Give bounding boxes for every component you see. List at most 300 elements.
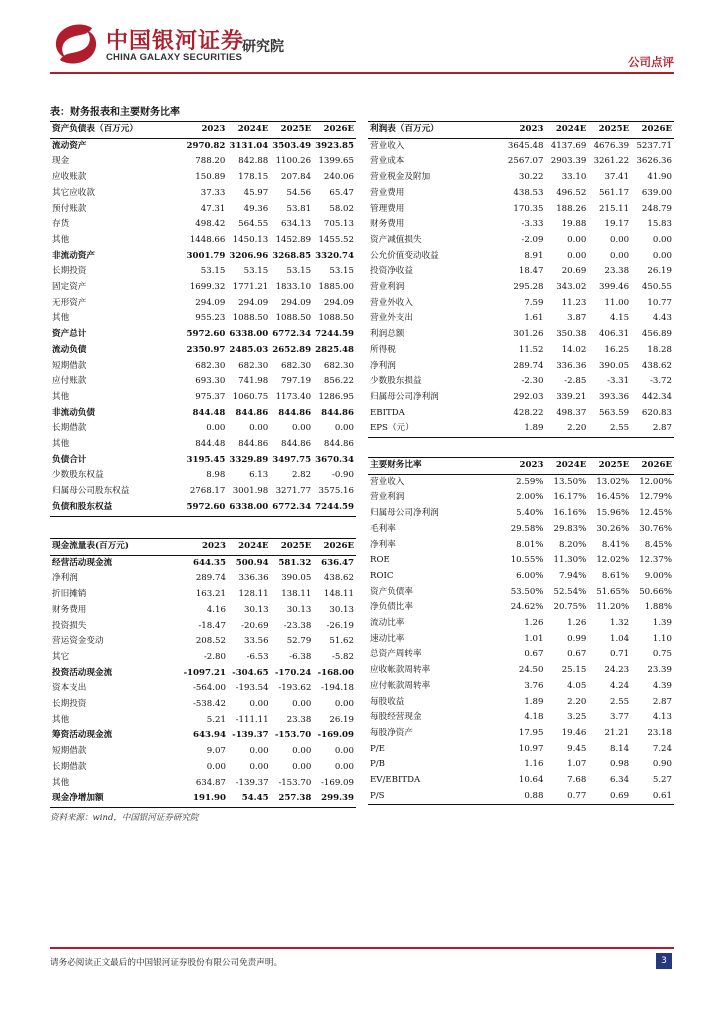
brand-name-cn: 中国银河证券 [106, 29, 245, 54]
row-label: 其它 [52, 651, 70, 662]
cell-value: -168.00 [317, 667, 354, 678]
table-row [50, 233, 356, 249]
cell-value: 0.00 [291, 423, 312, 434]
cell-value: 797.19 [281, 376, 312, 387]
cell-value: 47.31 [200, 203, 226, 214]
data-source-note: 资料来源：wind，中国银河证券研究院 [50, 813, 199, 823]
cell-value: 257.38 [271, 791, 314, 807]
cell-value: 45.97 [243, 187, 269, 198]
row-label: P/B [370, 759, 385, 770]
cell-value: 12.02% [596, 555, 630, 566]
cell-value: -304.65 [232, 667, 269, 678]
row-label: 资本支出 [52, 683, 87, 694]
row-label: 其他 [52, 439, 70, 450]
cell-value: 21.21 [604, 727, 630, 738]
cell-value: 788.20 [195, 156, 226, 167]
cell-value: 11.20% [596, 602, 630, 613]
cell-value: 49.36 [243, 203, 269, 214]
cell-value: 26.19 [647, 266, 672, 277]
cell-value: 844.86 [281, 439, 312, 450]
cell-value: 4.24 [609, 680, 630, 691]
cell-value: 16.16% [553, 508, 587, 519]
column-header-year: 2024E [545, 122, 588, 139]
table-row [50, 453, 356, 469]
cell-value: 7244.59 [313, 500, 356, 516]
cell-value: 634.13 [281, 219, 312, 230]
table-row [368, 789, 674, 805]
table-row [50, 760, 356, 776]
cell-value: 4.39 [652, 680, 672, 691]
cell-value: 6772.34 [270, 500, 313, 516]
cell-value: 0.00 [334, 746, 354, 757]
row-label: EPS（元） [368, 421, 503, 437]
cell-value: 58.02 [329, 203, 354, 214]
cell-value: 30.26% [596, 523, 630, 534]
cell-value: 41.90 [647, 172, 672, 183]
column-header-year: 2024E [545, 458, 588, 475]
cell-value: 2768.17 [189, 486, 226, 497]
row-label: 管理费用 [370, 203, 405, 214]
cell-value: -23.38 [283, 620, 312, 631]
cell-value: 13.50% [553, 476, 587, 487]
row-label: 短期借款 [52, 360, 87, 371]
table-row [368, 726, 674, 742]
cell-value: -193.62 [278, 683, 312, 694]
row-label: 其他 [52, 313, 70, 324]
cell-value: -6.53 [246, 651, 269, 662]
cell-value: 11.00 [604, 297, 630, 308]
cell-value: 11.52 [518, 344, 544, 355]
table-row [50, 713, 356, 729]
table-row [368, 186, 674, 202]
cell-value: 25.15 [561, 665, 587, 676]
cell-value: -18.47 [198, 620, 226, 631]
cell-value: -139.37 [232, 730, 269, 741]
cell-value: 3.25 [567, 712, 587, 723]
table-row [50, 406, 356, 422]
row-label: 筹资活动现金流 [52, 730, 113, 741]
cell-value: 1.10 [652, 633, 672, 644]
cell-value: 3131.04 [229, 140, 269, 151]
row-label: 应付账款 [52, 376, 87, 387]
cell-value: 3503.49 [272, 140, 312, 151]
cell-value: -2.30 [521, 376, 544, 387]
cell-value: 6.00% [516, 570, 544, 581]
table-row [50, 217, 356, 233]
cell-value: 289.74 [195, 573, 226, 584]
row-label: 财务费用 [52, 604, 87, 615]
table-row [50, 791, 356, 807]
table-row [368, 663, 674, 679]
table-header-row [50, 122, 356, 139]
table-row [368, 757, 674, 773]
cell-value: 0.00 [652, 234, 672, 245]
cell-value: 51.65% [596, 586, 630, 597]
row-label: 应收账款 [52, 172, 87, 183]
table-row [368, 327, 674, 343]
cell-value: 856.22 [323, 376, 354, 387]
cell-value: 207.84 [281, 172, 312, 183]
cell-value: 14.02 [561, 344, 587, 355]
row-label: 归属母公司股东权益 [52, 486, 130, 497]
cell-value: 2485.03 [229, 344, 269, 355]
cell-value: 3320.74 [315, 250, 354, 261]
cell-value: 52.54% [553, 586, 587, 597]
cell-value: 0.00 [249, 761, 269, 772]
table-row [368, 280, 674, 296]
table-row [50, 374, 356, 390]
page-header [50, 18, 674, 68]
cell-value: 12.37% [639, 555, 672, 566]
table-row [50, 421, 356, 437]
cell-value: 54.45 [228, 791, 271, 807]
cell-value: 438.62 [641, 360, 672, 371]
row-label: 净利润 [370, 360, 396, 371]
cell-value: 7.94% [558, 570, 587, 581]
cell-value: 8.61% [601, 570, 630, 581]
cell-value: 581.32 [278, 557, 312, 568]
cell-value: 3645.48 [507, 140, 544, 151]
cell-value: 5.40% [516, 508, 544, 519]
cell-value: 4.43 [652, 313, 672, 324]
cell-value: 705.13 [323, 219, 354, 230]
cell-value: 148.11 [323, 589, 354, 600]
cell-value: 2350.97 [186, 344, 226, 355]
table-row [50, 327, 356, 343]
row-label: 其他 [52, 391, 70, 402]
cell-value: 295.28 [513, 282, 544, 293]
cell-value: 16.25 [604, 344, 630, 355]
cell-value: 8.20% [558, 539, 587, 550]
cell-value: 4.16 [206, 604, 226, 615]
cell-value: 0.00 [249, 746, 269, 757]
cell-value: 4.05 [567, 680, 587, 691]
cell-value: 0.00 [292, 746, 312, 757]
cell-value: 336.36 [238, 573, 269, 584]
row-label: 投资活动现金流 [52, 667, 113, 678]
cell-value: 2970.82 [186, 140, 226, 151]
cell-value: 53.15 [286, 266, 312, 277]
header-divider [50, 72, 674, 74]
row-label: 净利润 [52, 573, 78, 584]
cell-value: 1088.50 [232, 313, 269, 324]
cell-value: 1.01 [524, 633, 544, 644]
cell-value: 6.34 [609, 775, 630, 786]
cell-value: 4.18 [524, 712, 544, 723]
cell-value: 2.55 [609, 696, 630, 707]
table-row [50, 390, 356, 406]
cell-value: 1771.21 [232, 282, 269, 293]
cell-value: 561.17 [599, 187, 630, 198]
row-label: 流动负债 [52, 344, 87, 355]
table-row [368, 585, 674, 601]
table-row [50, 311, 356, 327]
column-header-year: 2026E [631, 458, 674, 475]
row-label: 营业利润 [370, 492, 405, 503]
table-row [50, 697, 356, 713]
cell-value: 15.83 [647, 219, 672, 230]
cell-value: 3268.85 [272, 250, 312, 261]
cell-value: 7.59 [524, 297, 544, 308]
table-row [50, 603, 356, 619]
cell-value: 289.74 [513, 360, 544, 371]
cell-value: 8.45% [644, 539, 672, 550]
table-row [50, 359, 356, 375]
cell-value: -3.31 [607, 376, 630, 387]
row-label: 营业利润 [370, 282, 405, 293]
row-label: 其他 [52, 714, 70, 725]
row-label: 非流动资产 [52, 250, 95, 261]
row-label: 负债合计 [52, 454, 87, 465]
cell-value: 844.48 [195, 439, 226, 450]
cell-value: 4676.39 [593, 140, 630, 151]
cell-value: 53.15 [243, 266, 269, 277]
row-label: 资产总计 [52, 329, 87, 340]
cell-value: 10.55% [510, 555, 544, 566]
cell-value: 682.30 [281, 360, 312, 371]
cell-value: 37.41 [604, 172, 630, 183]
table-header-row [368, 458, 674, 475]
row-label: 流动比率 [370, 618, 405, 629]
cell-value: 1450.13 [232, 234, 269, 245]
cell-value: 6338.00 [227, 500, 270, 516]
cell-value: 350.38 [556, 329, 587, 340]
table-row [50, 249, 356, 265]
cell-value: 3001.98 [232, 486, 269, 497]
cell-value: -3.33 [521, 219, 544, 230]
cell-value: 1455.52 [318, 234, 354, 245]
column-header-year: 2025E [588, 458, 631, 475]
cell-value: 336.36 [556, 360, 587, 371]
cell-value: 2825.48 [315, 344, 354, 355]
cell-value: 450.55 [641, 282, 672, 293]
cell-value: 1.04 [609, 633, 630, 644]
table-row [50, 138, 356, 154]
footer-divider [50, 947, 674, 949]
cell-value: 3923.85 [315, 140, 354, 151]
cell-value: 10.97 [518, 743, 544, 754]
cell-value: 1060.75 [232, 391, 269, 402]
row-label: 净负债比率 [370, 602, 413, 613]
column-header-label: 利润表（百万元） [368, 122, 503, 139]
table-row [368, 538, 674, 554]
cell-value: 1.32 [609, 618, 630, 629]
cell-value: 1.26 [524, 618, 544, 629]
cell-value: 634.87 [195, 777, 226, 788]
table-row [368, 202, 674, 218]
row-label: 速动比率 [370, 633, 405, 644]
cell-value: 438.62 [323, 573, 354, 584]
page-number: 3 [656, 953, 672, 969]
cell-value: 842.88 [238, 156, 269, 167]
cell-value: 844.86 [321, 407, 354, 418]
cell-value: 19.88 [561, 219, 587, 230]
cell-value: 1885.00 [318, 282, 354, 293]
table-row [50, 296, 356, 312]
income-statement-table [368, 121, 674, 438]
row-label: 净利率 [370, 539, 396, 550]
row-label: 财务费用 [370, 219, 405, 230]
cell-value: 12.00% [639, 476, 672, 487]
column-header-year: 2023 [503, 122, 546, 139]
cell-value: 2.20 [545, 421, 588, 437]
row-label: 少数股东损益 [370, 376, 422, 387]
table-row [368, 390, 674, 406]
cell-value: 0.90 [652, 759, 672, 770]
cell-value: 0.00 [206, 761, 226, 772]
cell-value: 5237.71 [636, 140, 672, 151]
cell-value: 3261.22 [593, 156, 630, 167]
cell-value: 0.00 [334, 699, 354, 710]
cell-value: 23.39 [647, 665, 672, 676]
cell-value: 30.13 [286, 604, 312, 615]
column-header-year: 2025E [271, 539, 314, 556]
cell-value: 636.47 [321, 557, 354, 568]
cell-value: 299.39 [313, 791, 356, 807]
row-label: EV/EBITDA [370, 775, 421, 786]
cell-value: 33.56 [244, 636, 269, 647]
row-label: 每股经营现金 [370, 712, 422, 723]
column-header-year: 2025E [588, 122, 631, 139]
cell-value: 1.89 [503, 421, 546, 437]
cell-value: 1088.50 [275, 313, 312, 324]
table-row [50, 650, 356, 666]
cell-value: 0.99 [567, 633, 587, 644]
cell-value: 8.91 [524, 250, 544, 261]
cell-value: 844.48 [192, 407, 226, 418]
cell-value: 1088.50 [318, 313, 354, 324]
row-label: 每股净资产 [370, 727, 413, 738]
cell-value: 52.79 [286, 636, 312, 647]
table-row [368, 343, 674, 359]
row-label: 资产负债率 [370, 586, 413, 597]
column-header-year: 2026E [313, 539, 356, 556]
row-label: 归属母公司净利润 [370, 391, 439, 402]
table-row [368, 710, 674, 726]
cell-value: 2652.89 [272, 344, 312, 355]
row-label: 经营活动现金流 [52, 557, 113, 568]
cell-value: 0.00 [609, 234, 630, 245]
cell-value: 0.00 [567, 234, 587, 245]
row-label: 营业收入 [370, 140, 405, 151]
cell-value: 12.79% [639, 492, 672, 503]
cell-value: 138.11 [281, 589, 312, 600]
cell-value: 1448.66 [189, 234, 226, 245]
cell-value: 294.09 [195, 297, 226, 308]
cell-value: 3670.34 [315, 454, 354, 465]
cell-value: 13.02% [596, 476, 630, 487]
row-label: 营业外支出 [370, 313, 413, 324]
cell-value: 53.50% [510, 586, 544, 597]
column-header-label: 资产负债表（百万元） [50, 122, 185, 139]
row-label: 营业税金及附加 [370, 172, 431, 183]
table-row [50, 681, 356, 697]
cell-value: 1100.26 [275, 156, 312, 167]
cell-value: 3626.36 [636, 156, 672, 167]
table-row [368, 647, 674, 663]
cell-value: 0.00 [249, 699, 269, 710]
cell-value: 1.07 [567, 759, 587, 770]
cell-value: 1.61 [524, 313, 544, 324]
cell-value: 428.22 [513, 407, 544, 418]
column-header-year: 2026E [313, 122, 356, 139]
cell-value: 240.06 [323, 172, 354, 183]
row-label: 其他 [52, 234, 70, 245]
cell-value: 0.88 [503, 789, 546, 805]
cell-value: 390.05 [281, 573, 312, 584]
cell-value: -2.85 [564, 376, 587, 387]
row-label: 总资产周转率 [370, 649, 422, 660]
table-row [50, 170, 356, 186]
cell-value: 23.38 [604, 266, 630, 277]
table-row [368, 311, 674, 327]
table-header-row [50, 539, 356, 556]
table-row [50, 776, 356, 792]
cell-value: 294.09 [238, 297, 269, 308]
row-label: 其它应收款 [52, 187, 95, 198]
cell-value: 1399.65 [318, 156, 354, 167]
row-label: 营业成本 [370, 156, 405, 167]
cell-value: 844.86 [278, 407, 312, 418]
cell-value: 1.39 [652, 618, 672, 629]
cell-value: 620.83 [641, 407, 672, 418]
table-row [368, 616, 674, 632]
cell-value: 498.42 [195, 219, 226, 230]
cell-value: 8.01% [516, 539, 544, 550]
cell-value: 26.19 [329, 714, 354, 725]
column-header-year: 2024E [228, 539, 271, 556]
cell-value: 191.90 [181, 791, 227, 807]
cell-value: 0.98 [609, 759, 630, 770]
financial-ratios-table [368, 457, 674, 805]
cell-value: 0.67 [567, 649, 587, 660]
table-header-row [368, 122, 674, 139]
cell-value: 7.68 [567, 775, 587, 786]
document-type: 公司点评 [628, 55, 674, 69]
cell-value: 9.07 [206, 746, 226, 757]
cell-value: 33.10 [561, 172, 587, 183]
table-row [368, 474, 674, 490]
table-row [50, 484, 356, 500]
row-label: P/E [370, 743, 385, 754]
row-label: 资产减值损失 [370, 234, 422, 245]
table-title: 表：财务报表和主要财务比率 [50, 107, 180, 118]
table-row [50, 343, 356, 359]
row-label: 每股收益 [370, 696, 405, 707]
cell-value: 7244.59 [315, 329, 354, 340]
cell-value: 3001.79 [186, 250, 226, 261]
cell-value: 29.58% [510, 523, 544, 534]
cell-value: 53.15 [329, 266, 354, 277]
cell-value: 292.03 [513, 391, 544, 402]
cell-value: 53.15 [200, 266, 226, 277]
galaxy-logo-icon [52, 22, 100, 66]
table-row [368, 490, 674, 506]
row-label: 存货 [52, 219, 70, 230]
row-label: 公允价值变动收益 [370, 250, 439, 261]
cell-value: 29.83% [553, 523, 587, 534]
row-label: 长期借款 [52, 423, 87, 434]
cell-value: 3206.96 [229, 250, 269, 261]
row-label: 短期借款 [52, 746, 87, 757]
row-label: ROE [370, 555, 390, 566]
table-row [50, 619, 356, 635]
cell-value: 0.00 [609, 250, 630, 261]
cell-value: 54.56 [286, 187, 312, 198]
cell-value: 6338.00 [229, 329, 269, 340]
table-row [50, 437, 356, 453]
table-row [50, 634, 356, 650]
